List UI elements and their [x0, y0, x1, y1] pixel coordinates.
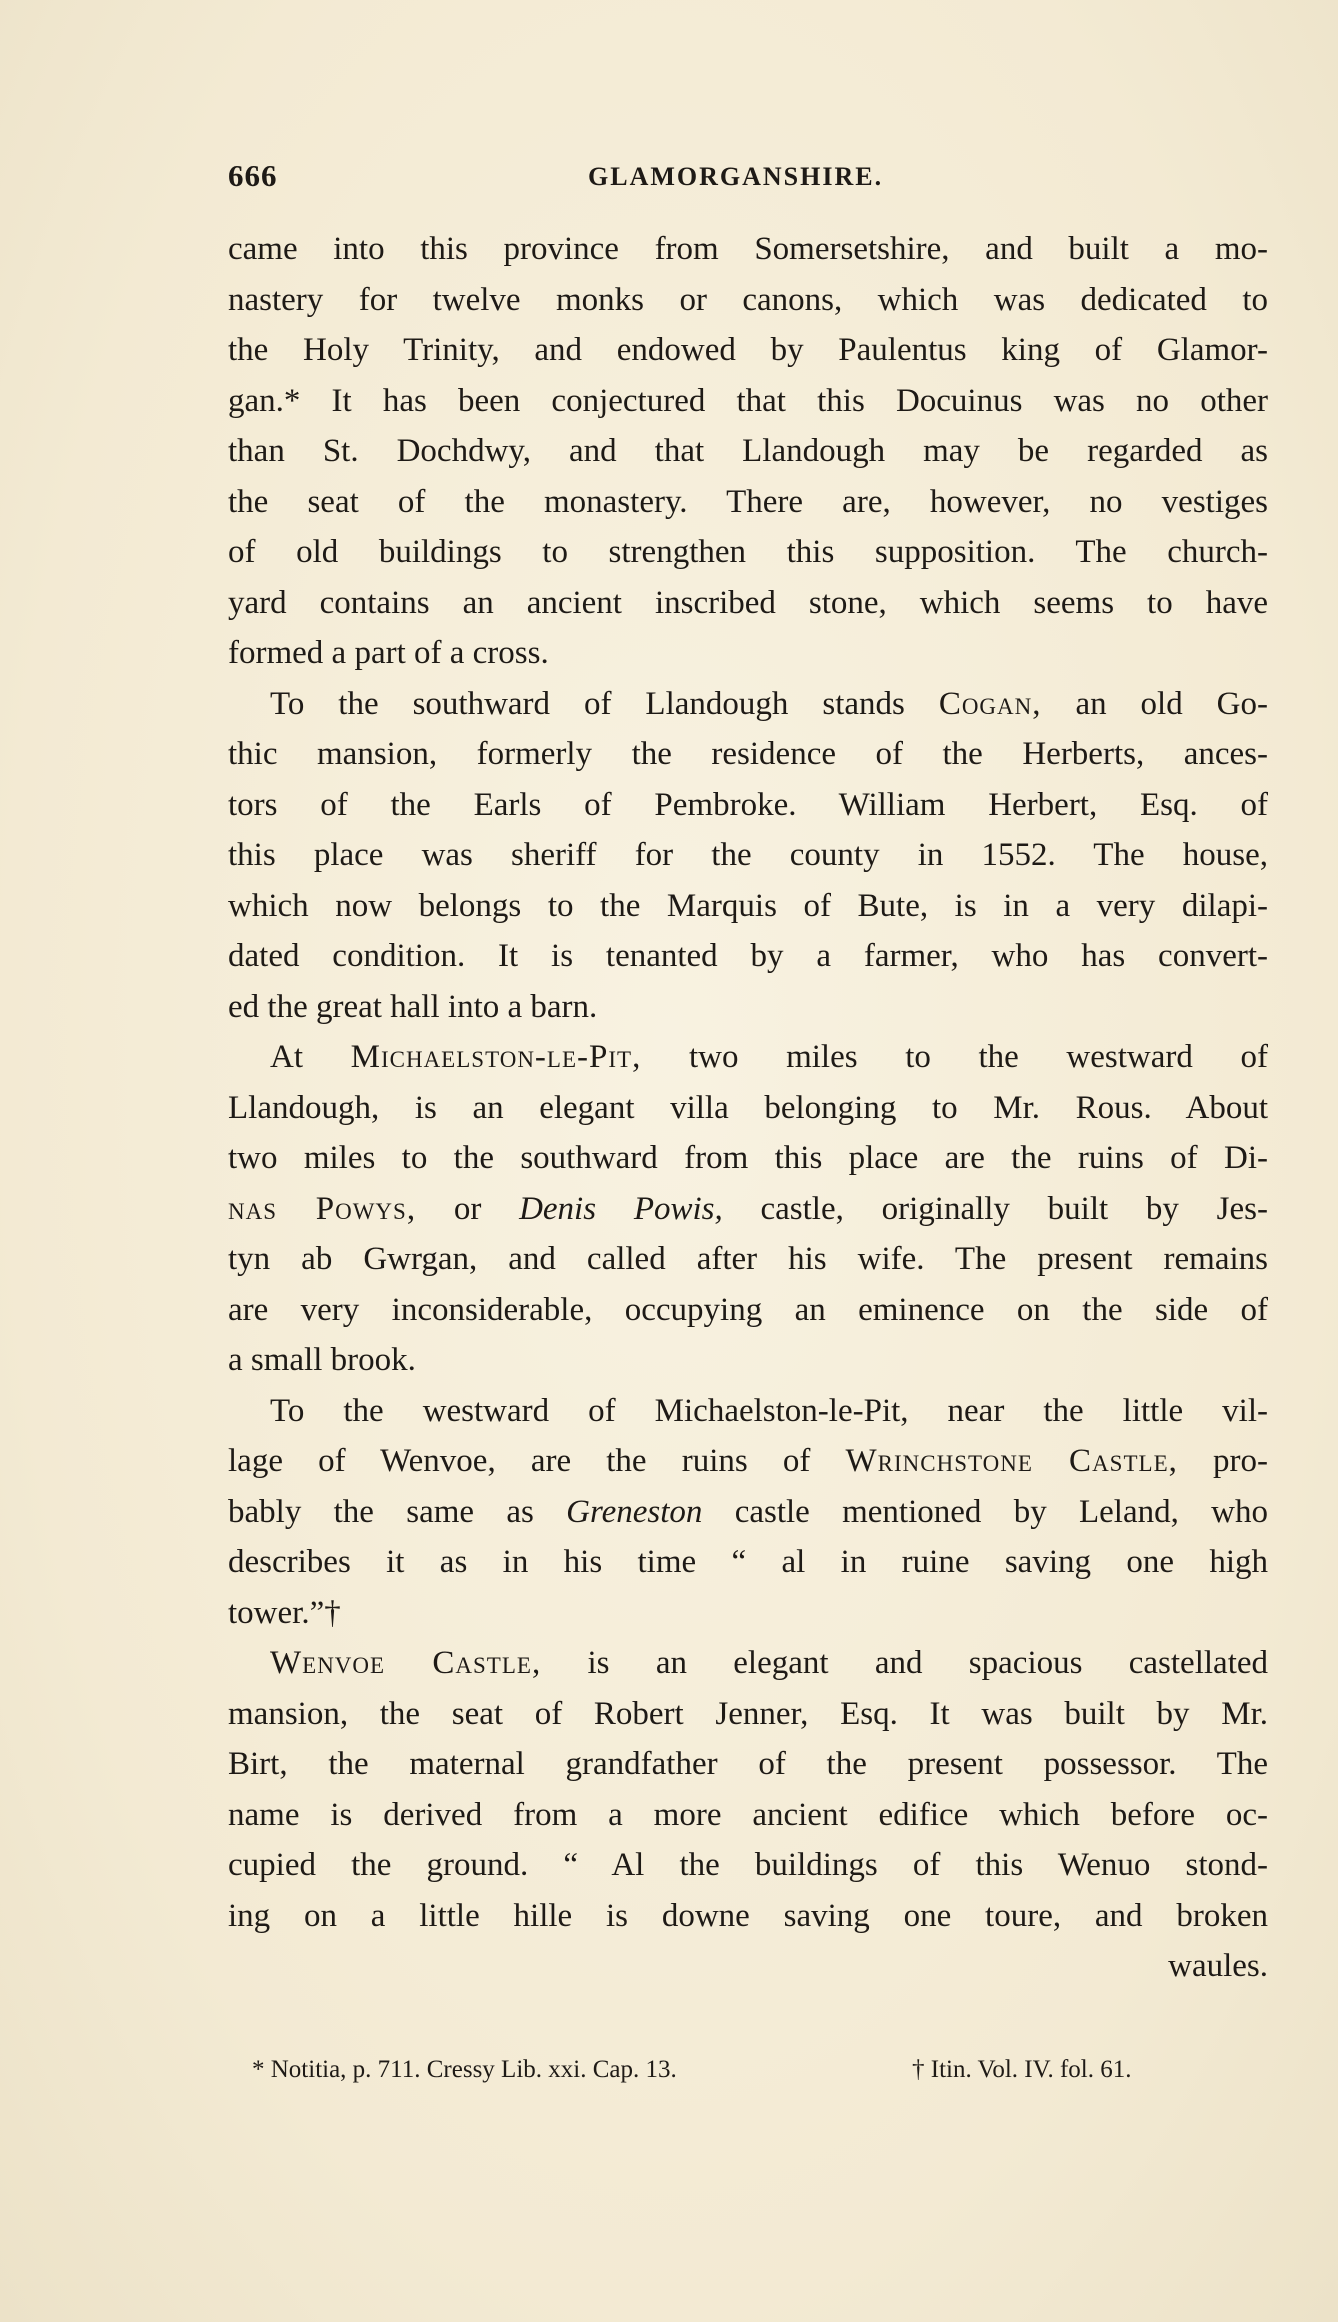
catchword: waules. [1168, 1948, 1268, 1984]
text-line: which now belongs to the Marquis of Bute, is in a very dilapi- [228, 887, 1268, 924]
text-line: a small brook. [228, 1342, 416, 1378]
text-line: Birt, the maternal grandfather of the present possessor. The [228, 1746, 1268, 1782]
text-line: dated condition. It is tenanted by a farmer, who has convert- [228, 938, 1268, 974]
footnotes [252, 2056, 1262, 2096]
body-text [228, 224, 1268, 1992]
place-name: Michaelston-le-Pit, [350, 1039, 642, 1075]
text-line [228, 1184, 1268, 1235]
text-line: the seat of the monastery. There are, however, no vestiges [228, 483, 1268, 520]
text-line: tower.”† [228, 1594, 341, 1631]
page-number: 666 [228, 158, 278, 193]
text-line: the Holy Trinity, and endowed by Paulentus king of Glamor- [228, 332, 1268, 368]
text-line [228, 1436, 1268, 1487]
text-line [228, 1638, 1268, 1689]
text-run: two miles to the westward of [641, 1039, 1268, 1075]
text-line: nastery for twelve monks or canons, which was dedicated to [228, 281, 1268, 318]
footnote-asterisk: * Notitia, p. 711. Cressy Lib. xxi. Cap. 13. [252, 2056, 677, 2083]
text-run: bably the same as [228, 1493, 567, 1530]
text-line [228, 679, 1268, 730]
text-line: thic mansion, formerly the residence of the Herberts, ances- [228, 736, 1268, 772]
place-name: Cogan, [938, 685, 1042, 722]
text-line: came into this province from Somersetshire, and built a mo- [228, 231, 1268, 267]
text-run: an old Go- [1041, 685, 1268, 722]
text-run: pro- [1177, 1443, 1268, 1479]
text-line: two miles to the southward from this place are the ruins of Di- [228, 1140, 1268, 1176]
text-run: castle mentioned by Leland, who [702, 1493, 1268, 1530]
text-run: or [416, 1190, 520, 1227]
text-line: than St. Dochdwy, and that Llandough may be regarded as [228, 433, 1268, 469]
text-line: Llandough, is an elegant villa belonging to Mr. Rous. About [228, 1089, 1268, 1126]
text-line: tors of the Earls of Pembroke. William Herbert, Esq. of [228, 786, 1268, 823]
text-line: are very inconsiderable, occupying an eminence on the side of [228, 1291, 1268, 1328]
italic-name: Greneston [566, 1493, 703, 1530]
page-header [228, 158, 1268, 198]
italic-name: Denis Powis, [519, 1190, 723, 1227]
footnote-dagger: † Itin. Vol. IV. fol. 61. [912, 2056, 1132, 2083]
place-name: Wenvoe Castle, [270, 1645, 542, 1681]
text-line: ed the great hall into a barn. [228, 988, 598, 1025]
place-name: Wrinchstone Castle, [845, 1443, 1178, 1479]
text-line: describes it as in his time “ al in ruine saving one high [228, 1544, 1268, 1580]
text-line: mansion, the seat of Robert Jenner, Esq. It was built by Mr. [228, 1695, 1268, 1732]
text-line [228, 1032, 1268, 1083]
text-line: tyn ab Gwrgan, and called after his wife. The present remains [228, 1241, 1268, 1277]
text-run: At [270, 1039, 351, 1075]
running-head: GLAMORGANSHIRE. [588, 162, 884, 191]
text-line [228, 1487, 1268, 1538]
text-run: castle, originally built by Jes- [722, 1190, 1268, 1227]
text-run: lage of Wenvoe, are the ruins of [228, 1443, 846, 1479]
text-run: To the southward of Llandough stands [270, 685, 939, 722]
text-line: name is derived from a more ancient edifice which before oc- [228, 1796, 1268, 1833]
place-name: nas Powys, [228, 1190, 417, 1227]
text-line: ing on a little hille is downe saving one toure, and broken [228, 1897, 1268, 1934]
text-line: To the westward of Michaelston-le-Pit, near the little vil- [270, 1392, 1268, 1429]
text-line: gan.* It has been conjectured that this Docuinus was no other [228, 382, 1268, 419]
text-line: cupied the ground. “ Al the buildings of this Wenuo stond- [228, 1847, 1268, 1883]
text-run: is an elegant and spacious castellated [541, 1645, 1269, 1681]
text-line: formed a part of a cross. [228, 635, 549, 671]
text-line: this place was sheriff for the county in 1552. The house, [228, 837, 1268, 873]
text-line: of old buildings to strengthen this supposition. The church- [228, 534, 1268, 570]
text-line: yard contains an ancient inscribed stone, which seems to have [228, 584, 1268, 621]
